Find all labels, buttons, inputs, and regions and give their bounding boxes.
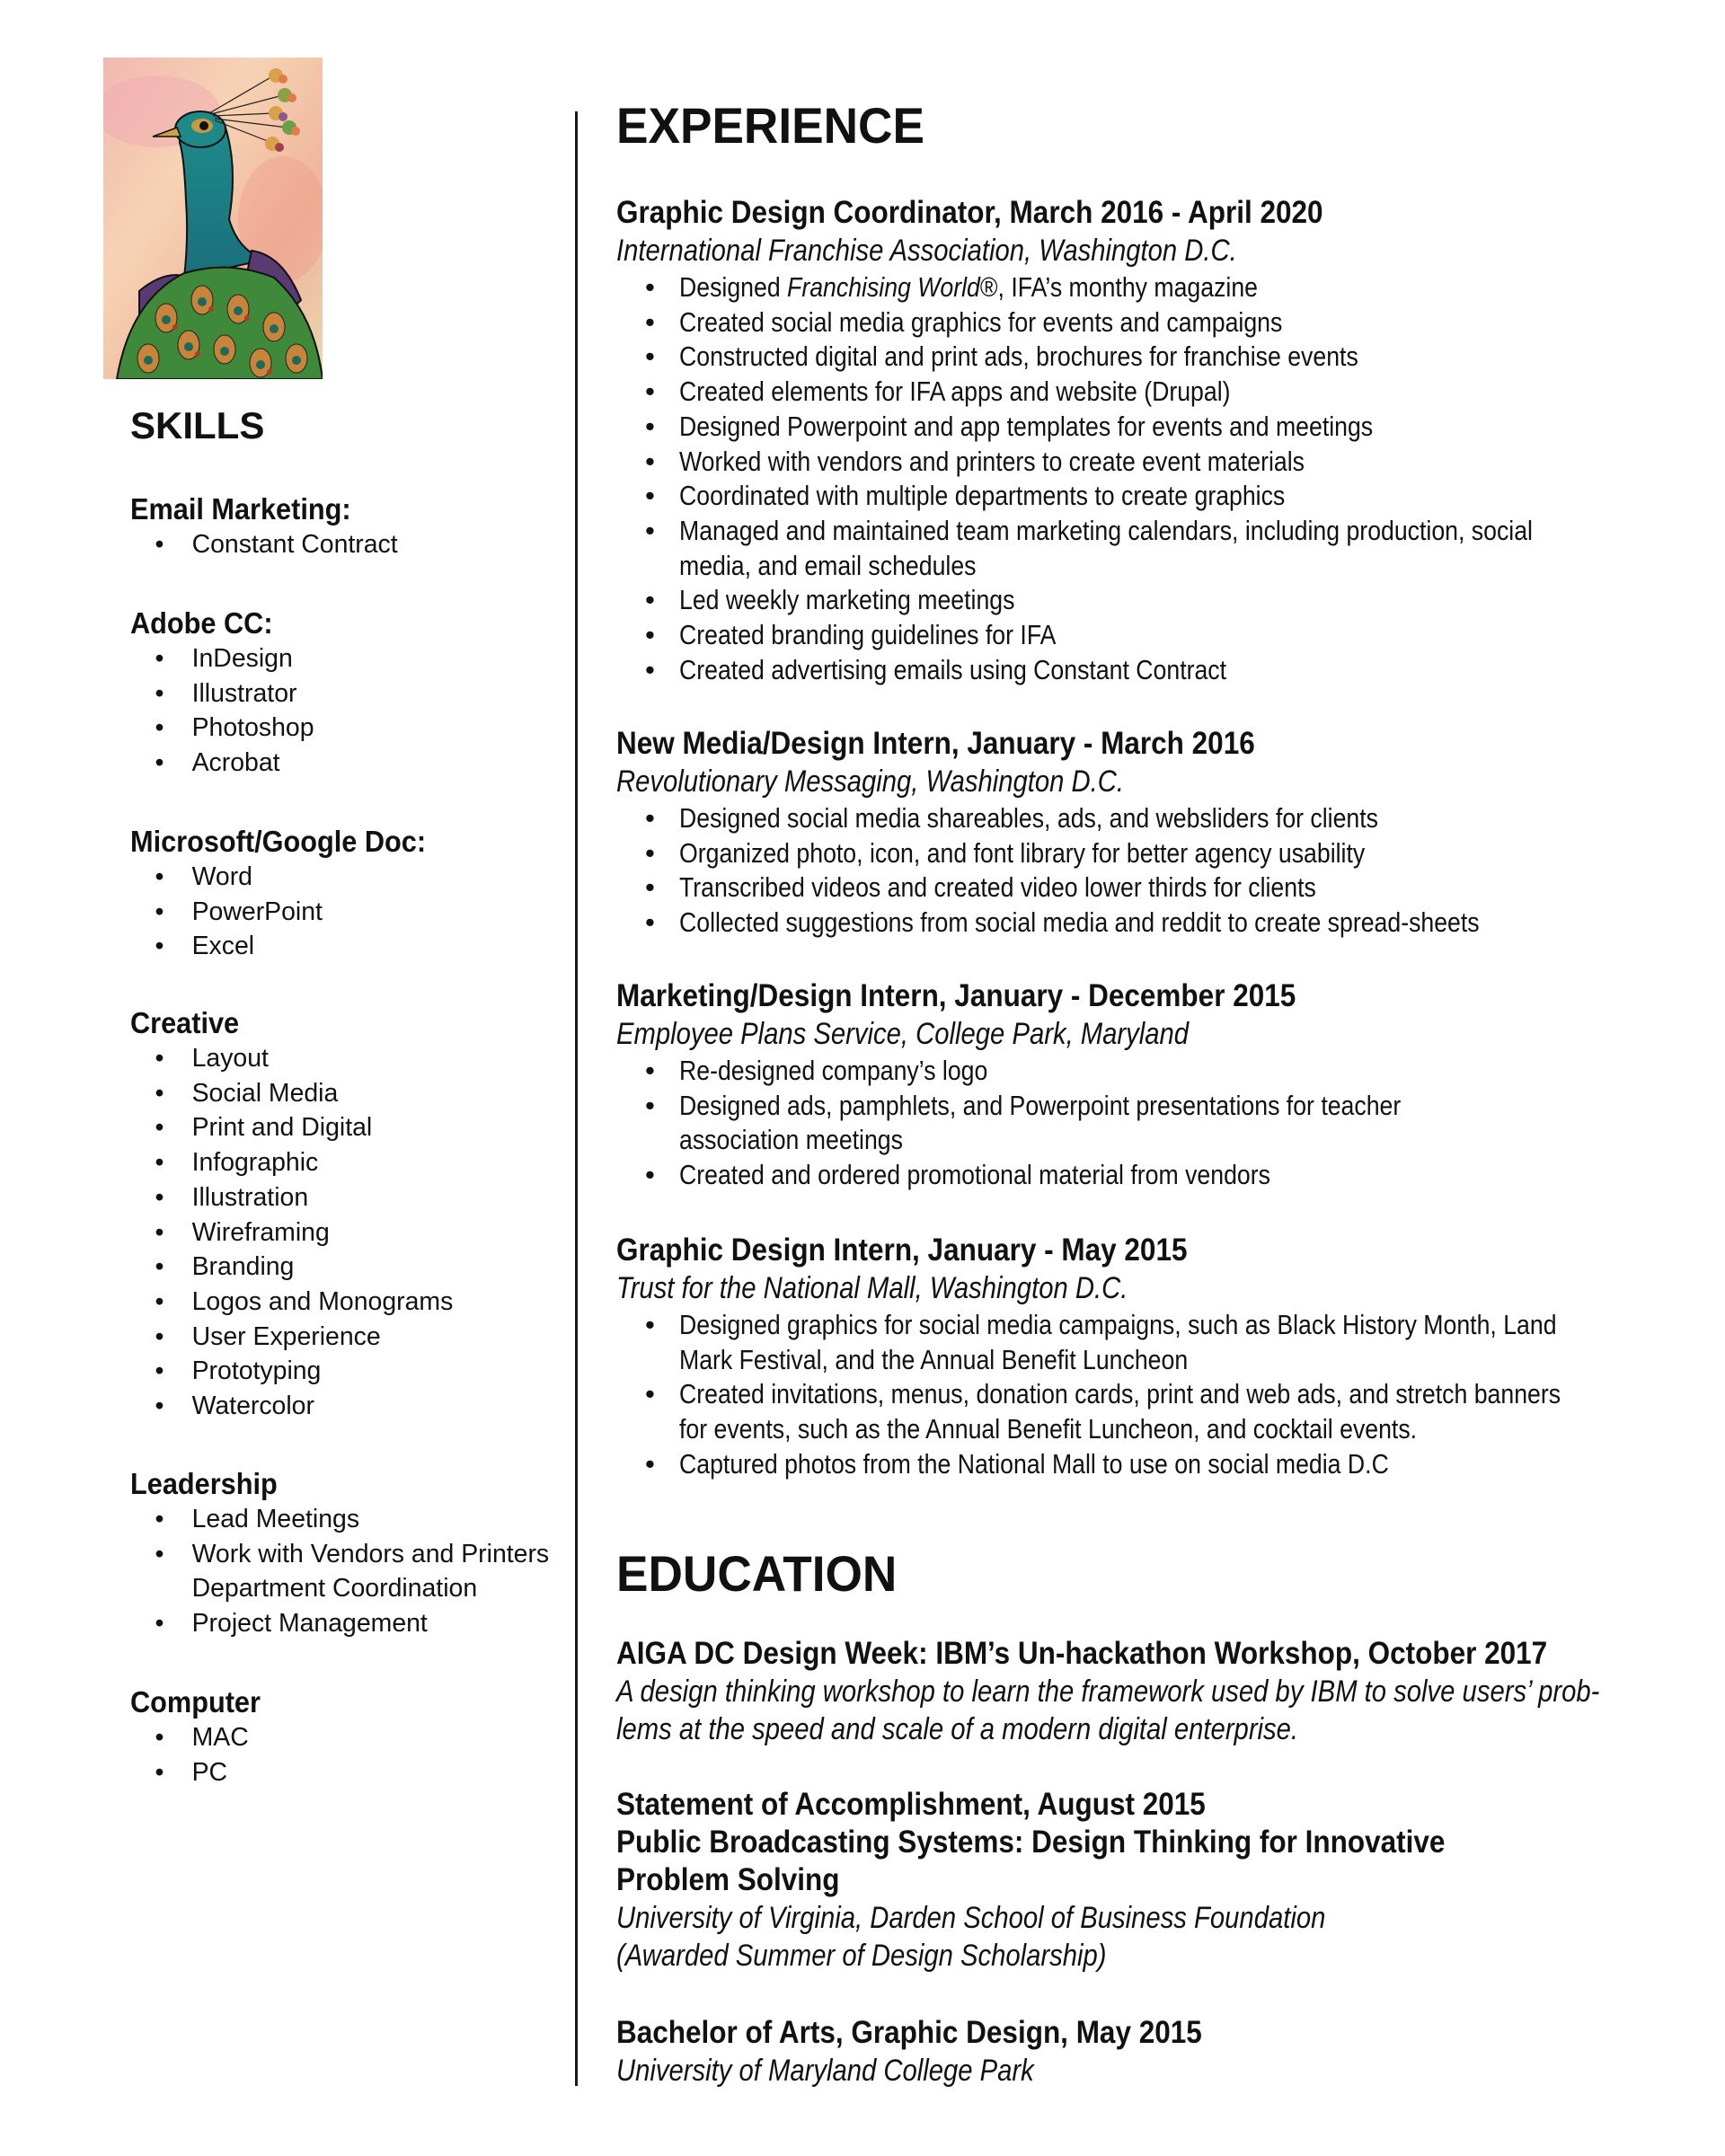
job-bullet — [616, 653, 1623, 688]
education-title: Problem Solving — [616, 1862, 840, 1897]
skill-item — [130, 1215, 553, 1250]
skill-item-text: Work with Vendors and Printers — [191, 1539, 550, 1568]
job-bullet-text: Mark Festival, and the Annual Benefit Luncheon — [679, 1343, 1189, 1375]
skill-item — [130, 1076, 553, 1111]
job-bullet-text: Led weekly marketing meetings — [679, 584, 1015, 616]
bullet-icon: • — [155, 1321, 164, 1351]
education-title: Public Broadcasting Systems: Design Thinking for Innovative — [616, 1825, 1446, 1860]
bullet-icon: • — [645, 271, 655, 303]
skill-item-text: Prototyping — [191, 1356, 322, 1386]
job-bullet-text: Organized photo, icon, and font library for better agency usability — [679, 836, 1366, 869]
job-bullet-text: Constructed digital and print ads, brochures for franchise events — [679, 340, 1358, 373]
bullet-icon: • — [155, 897, 164, 926]
bullet-icon: • — [155, 713, 164, 743]
bullet-icon: • — [645, 836, 655, 869]
job-company: International Franchise Association, Washington D.C. — [616, 234, 1237, 268]
job-bullets — [616, 1308, 1623, 1482]
skill-item — [130, 1145, 553, 1180]
skill-item — [130, 1389, 553, 1424]
skill-category-title: Adobe CC: — [130, 606, 273, 640]
job-bullet-continuation — [616, 1343, 1623, 1378]
skill-item — [130, 746, 553, 781]
skill-category-title: Leadership — [130, 1467, 278, 1500]
skill-item-text: User Experience — [191, 1321, 381, 1351]
bullet-icon: • — [155, 1505, 164, 1533]
bullet-icon: • — [155, 1252, 164, 1282]
job-bullet-text: association meetings — [679, 1124, 903, 1156]
job-bullet — [616, 870, 1623, 906]
bullet-icon: • — [645, 1309, 655, 1340]
skill-category-title: Microsoft/Google Doc: — [130, 825, 427, 858]
skill-item — [130, 527, 553, 562]
job-bullet-text: Captured photos from the National Mall to use on social media D.C — [679, 1447, 1389, 1480]
job-company: Trust for the National Mall, Washington D.C. — [616, 1271, 1128, 1305]
job-bullets — [616, 801, 1623, 941]
education-entry — [616, 1786, 1623, 1975]
job-bullet — [616, 479, 1623, 514]
skill-list — [130, 1041, 562, 1424]
job-bullet-text: Designed Powerpoint and app templates for events and meetings — [679, 410, 1374, 442]
job-bullet-text: Designed graphics for social media campaigns, such as Black History Month, Land — [679, 1309, 1557, 1340]
skill-item-text: Project Management — [191, 1609, 428, 1639]
education-title: Statement of Accomplishment, August 2015 — [616, 1787, 1206, 1822]
education-detail: (Awarded Summer of Design Scholarship) — [616, 1939, 1107, 1973]
skill-list — [130, 1720, 562, 1789]
skill-item — [130, 1041, 553, 1076]
bullet-icon: • — [645, 653, 655, 685]
job-bullet — [616, 445, 1623, 480]
job-bullet-text: Managed and maintained team marketing calendars, including production, social — [679, 514, 1533, 546]
job-bullet — [616, 836, 1623, 871]
job-bullet — [616, 1158, 1623, 1193]
job-company: Revolutionary Messaging, Washington D.C. — [616, 764, 1125, 799]
bullet-icon: • — [155, 1044, 164, 1073]
bullet-icon: • — [645, 871, 655, 904]
job-bullet-text: Transcribed videos and created video lower thirds for clients — [679, 871, 1316, 904]
job-bullet — [616, 270, 1623, 305]
skill-item-text: Watercolor — [191, 1392, 314, 1421]
job-bullet — [616, 1447, 1623, 1482]
bullet-icon: • — [155, 1113, 164, 1143]
job-bullet-continuation — [616, 1412, 1623, 1447]
skill-list — [130, 860, 562, 964]
job-title: Graphic Design Coordinator, March 2016 - April 2020 — [616, 195, 1323, 230]
job-entry — [616, 724, 1623, 941]
bullet-icon: • — [155, 530, 164, 559]
job-bullets — [616, 270, 1623, 687]
job-bullet-text: Designed ads, pamphlets, and Powerpoint presentations for teacher — [679, 1089, 1402, 1121]
job-bullet — [616, 583, 1623, 618]
experience-heading: EXPERIENCE — [616, 97, 924, 154]
publication-title: Franchising World — [787, 271, 980, 303]
bullet-icon: • — [645, 1055, 655, 1086]
bullet-icon: • — [155, 1609, 164, 1639]
job-bullet — [616, 618, 1623, 653]
skill-item-text: Word — [191, 862, 252, 891]
job-bullet-text: Worked with vendors and printers to create event materials — [679, 445, 1305, 477]
bullet-icon: • — [645, 376, 655, 408]
skill-item — [130, 1110, 553, 1145]
bullet-icon: • — [155, 678, 164, 708]
skill-item — [130, 711, 553, 746]
skill-list — [130, 641, 562, 781]
skill-item — [130, 1755, 553, 1790]
skill-item-text: PowerPoint — [191, 897, 323, 926]
job-title: Marketing/Design Intern, January - December 2015 — [616, 978, 1296, 1013]
skill-item-text: Illustrator — [191, 678, 297, 708]
job-bullet — [616, 340, 1623, 375]
skill-item-text: Acrobat — [191, 748, 280, 778]
bullet-icon: • — [155, 644, 164, 673]
bullet-icon: • — [645, 340, 655, 373]
skill-item-text: Logos and Monograms — [191, 1286, 454, 1316]
job-bullet — [616, 906, 1623, 941]
job-bullets — [616, 1054, 1623, 1193]
bullet-icon: • — [155, 1182, 164, 1212]
skill-item — [130, 1250, 553, 1285]
job-bullet — [616, 305, 1623, 340]
column-divider — [575, 111, 578, 2086]
job-bullet-text: media, and email schedules — [679, 549, 977, 581]
job-bullet — [616, 801, 1623, 836]
bullet-icon: • — [155, 1539, 164, 1568]
education-title: Bachelor of Arts, Graphic Design, May 2015 — [616, 2015, 1202, 2050]
job-bullet-continuation — [616, 1123, 1623, 1158]
skills-heading: SKILLS — [130, 404, 265, 446]
skill-item — [130, 1502, 553, 1537]
job-bullet — [616, 514, 1623, 549]
skill-item — [130, 641, 553, 676]
bullet-icon: • — [645, 1447, 655, 1480]
education-entry — [616, 1635, 1623, 1748]
skill-category-title: Computer — [130, 1685, 261, 1719]
education-detail: University of Maryland College Park — [616, 2054, 1034, 2088]
skill-item-text: PC — [191, 1757, 228, 1787]
job-bullet — [616, 1308, 1623, 1343]
skill-item-text: Department Coordination — [191, 1574, 478, 1604]
bullet-icon: • — [645, 802, 655, 834]
skill-category-title: Email Marketing: — [130, 492, 351, 526]
skill-item-text: Lead Meetings — [191, 1505, 360, 1533]
job-bullet-text: Created advertising emails using Constant Contract — [679, 653, 1227, 685]
education-detail: A design thinking workshop to learn the framework used by IBM to solve users’ prob- — [616, 1674, 1600, 1709]
job-company: Employee Plans Service, College Park, Maryland — [616, 1017, 1190, 1051]
skill-item-text: Social Media — [191, 1078, 339, 1108]
bullet-icon: • — [155, 1723, 164, 1752]
job-bullet-text: Created invitations, menus, donation cards, print and web ads, and stretch banners — [679, 1378, 1561, 1410]
job-bullet — [616, 1089, 1623, 1124]
skill-list — [130, 527, 562, 562]
job-bullet-text: Created social media graphics for events and campaigns — [679, 305, 1283, 338]
job-bullet-text: for events, such as the Annual Benefit Luncheon, and cocktail events. — [679, 1413, 1418, 1445]
skill-item-text: Excel — [191, 932, 255, 961]
bullet-icon: • — [155, 748, 164, 778]
skill-category-title: Creative — [130, 1006, 240, 1039]
job-bullet — [616, 375, 1623, 410]
job-entry — [616, 193, 1623, 687]
skill-item — [130, 1354, 553, 1389]
skill-item — [130, 676, 553, 711]
job-entry — [616, 1231, 1623, 1482]
job-entry — [616, 976, 1623, 1193]
bullet-icon: • — [645, 584, 655, 616]
education-title: AIGA DC Design Week: IBM’s Un-hackathon Workshop, October 2017 — [616, 1636, 1548, 1671]
job-title: New Media/Design Intern, January - March 2016 — [616, 726, 1255, 761]
skill-item-text: Layout — [191, 1044, 269, 1073]
peacock-painting — [103, 57, 323, 379]
bullet-icon: • — [155, 862, 164, 891]
bullet-icon: • — [645, 445, 655, 477]
education-detail: lems at the speed and scale of a modern digital enterprise. — [616, 1712, 1299, 1746]
skill-item — [130, 1180, 553, 1215]
skill-item — [130, 895, 553, 930]
skill-item — [130, 1285, 553, 1320]
bullet-icon: • — [155, 1148, 164, 1178]
bullet-icon: • — [645, 480, 655, 512]
skill-item — [130, 1606, 553, 1641]
education-detail: University of Virginia, Darden School of Business Foundation — [616, 1901, 1326, 1935]
skill-item — [130, 860, 553, 895]
skill-item-text: Constant Contract — [191, 530, 398, 559]
bullet-icon: • — [645, 1159, 655, 1191]
skill-item — [130, 1571, 553, 1606]
bullet-icon: • — [645, 906, 655, 939]
bullet-icon: • — [645, 514, 655, 546]
skill-item — [130, 1320, 553, 1355]
job-bullet-text: Created branding guidelines for IFA — [679, 619, 1057, 651]
skill-item-text: Branding — [191, 1252, 295, 1282]
skill-list — [130, 1502, 562, 1641]
bullet-icon: • — [155, 1078, 164, 1108]
education-entry — [616, 2014, 1623, 2090]
job-bullet-text: Collected suggestions from social media and reddit to create spread-sheets — [679, 906, 1480, 939]
bullet-icon: • — [645, 305, 655, 338]
skill-item — [130, 1537, 553, 1572]
bullet-icon: • — [645, 619, 655, 651]
skill-item — [130, 1720, 553, 1755]
job-bullet — [616, 1377, 1623, 1412]
job-bullet-text: Created and ordered promotional material from vendors — [679, 1159, 1270, 1191]
bullet-icon: • — [645, 1089, 655, 1121]
bullet-icon: • — [155, 1217, 164, 1247]
job-title: Graphic Design Intern, January - May 2015 — [616, 1233, 1188, 1268]
skill-item — [130, 929, 553, 964]
job-bullet-text: Re-designed company’s logo — [679, 1055, 988, 1086]
bullet-icon: • — [155, 1356, 164, 1386]
bullet-icon: • — [155, 1286, 164, 1316]
bullet-icon: • — [155, 1392, 164, 1421]
job-bullet-text: Designed Franchising World®, IFA’s monthy magazine — [679, 271, 1258, 303]
skill-item-text: Illustration — [191, 1182, 309, 1212]
bullet-icon: • — [155, 1757, 164, 1787]
education-heading: EDUCATION — [616, 1545, 898, 1602]
job-bullet — [616, 410, 1623, 445]
job-bullet-text: Coordinated with multiple departments to create graphics — [679, 480, 1286, 512]
skill-item-text: Print and Digital — [191, 1113, 373, 1143]
bullet-icon: • — [645, 1378, 655, 1410]
bullet-icon: • — [155, 932, 164, 961]
bullet-icon: • — [645, 410, 655, 442]
skill-item-text: Wireframing — [191, 1217, 330, 1247]
skill-item-text: InDesign — [191, 644, 293, 673]
skill-item-text: Photoshop — [191, 713, 314, 743]
skill-item-text: MAC — [191, 1723, 249, 1752]
job-bullet — [616, 1054, 1623, 1089]
peacock-illustration — [103, 57, 323, 379]
job-bullet-text: Designed social media shareables, ads, and websliders for clients — [679, 802, 1379, 834]
skill-item-text: Infographic — [191, 1148, 319, 1178]
job-bullet-continuation — [616, 549, 1623, 584]
job-bullet-text: Created elements for IFA apps and website (Drupal) — [679, 376, 1231, 408]
